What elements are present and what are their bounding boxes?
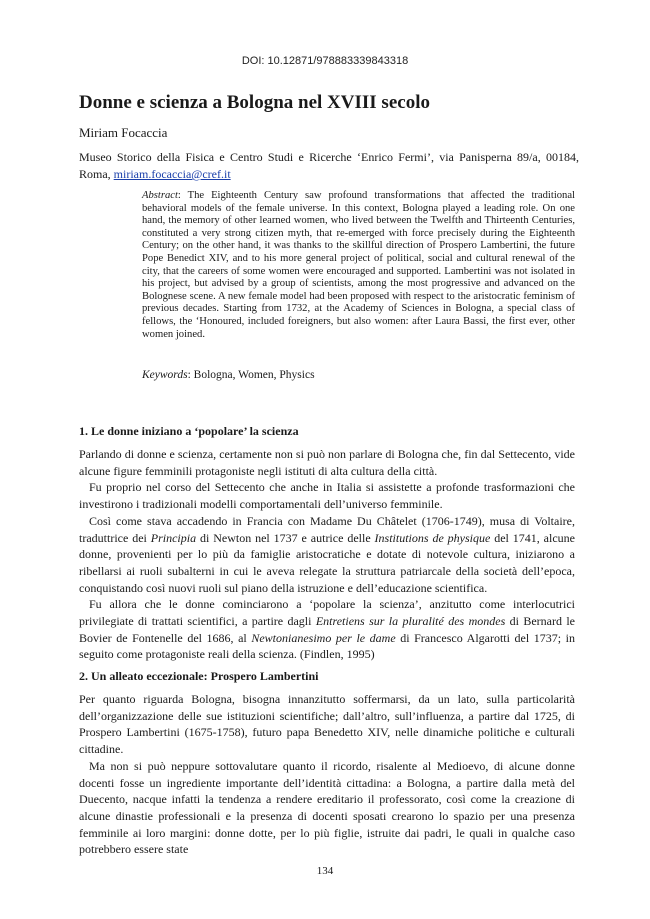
author-affiliation (79, 149, 579, 183)
paragraph: Fu proprio nel corso del Settecento che anche in Italia si assistette a profonde trasformazioni che investirono i tradizionali modelli comportamentali dell’universo femminile. (79, 480, 575, 512)
paragraph: Così come stava accadendo in Francia con Madame Du Châtelet (1706-1749), musa di Voltaire, traduttrice dei Principia di Newton nel 1737 e autrice delle Institutions de physique del 1741, alcune donne, provenienti per lo più da famiglie aristocratiche e dotate di notevole cultura, iniziarono a ribellarsi ai ruoli subalterni in cui le aveva relegate la struttura patriarcale della società dell’epoca, conquistando così nuovi ruoli sul piano della istruzione e dell’educazione scientifica. (79, 513, 575, 595)
paragraph: Per quanto riguarda Bologna, bisogna innanzitutto soffermarsi, da un lato, sulla particolarità dell’organizzazione delle sue istituzioni scientifiche; dall’altro, sull’influenza, a partire dal 1725, di Prospero Lambertini (1675-1758), futuro papa Benedetto XIV, nelle dinamiche politiche e culturali cittadine. (79, 692, 575, 757)
author-name: Miriam Focaccia (79, 125, 168, 140)
abstract (142, 190, 575, 341)
email-link[interactable]: miriam.focaccia@cref.it (113, 167, 231, 181)
abstract-text: : The Eighteenth Century saw profound transformations that affected the traditional behavioral models of the female universe. In this context, Bologna played a leading role. On one hand, the memory of other learned women, who lived between the Twelfth and Thirteenth Centuries, constituted a very strong citizen myth, that re-emerged with force precisely during the Eighteenth Century; on the other hand, it was thanks to the skillful direction of Prospero Lambertini, the future Pope Benedict XIV, and to his more general project of political, social and cultural renewal of the city, that the careers of some women were encouraged and supported. Lambertini was not isolated in his project, but advised by a group of scientists, among the most progressive and advanced on the Bolognese scene. A new female model had been proposed with respect to the aristocratic feminism of previous decades. Starting from 1732, at the Academy of Sciences in Bologna, a special class of fellows, the ‘Honoured, included foreigners, but also women: after Laura Bassi, the first ever, other women joined. (142, 190, 575, 340)
keywords (142, 369, 315, 381)
section-2-title: 2. Un alleato eccezionale: Prospero Lambertini (79, 669, 319, 683)
paragraph: Fu allora che le donne cominciarono a ‘popolare la scienza’, anzitutto come interlocutrici privilegiate di trattati scientifici, a partire dagli Entretiens sur la pluralité des mondes di Bernard le Bovier de Fontenelle del 1686, al Newtonianesimo per le dame di Francesco Algarotti del 1737; in seguito come protagoniste reali della scienza. (Findlen, 1995) (79, 597, 576, 662)
keywords-text: : Bologna, Women, Physics (187, 369, 315, 381)
page-number: 134 (316, 865, 334, 877)
abstract-label: Abstract (142, 190, 178, 201)
work-title: Entretiens sur la pluralité des mondes (315, 614, 506, 629)
paragraph: Ma non si può neppure sottovalutare quanto il ricordo, risalente al Medioevo, di alcune donne docenti fosse un ingrediente importante dell’identità cittadina: a Bologna, a partire dalla metà del Duecento, nacque infatti la tendenza a rendere ereditario il professorato, così come la creazione di alcune dinastie professionali e la presenza di docenti sposati crearono lo spazio per una presenza femminile ai loro margini: donne dotte, per lo più figlie, istruite dai padri, le quali in qualche caso potrebbero essere state (79, 758, 575, 857)
work-title: Newtonianesimo per le dame (251, 630, 396, 645)
affiliation-text: Museo Storico della Fisica e Centro Studi e Ricerche ‘Enrico Fermi’, via Panisperna 89/a, 00184, Roma, (79, 150, 579, 181)
section-2-body (79, 691, 575, 858)
keywords-label: Keywords (142, 369, 188, 381)
paragraph: Parlando di donne e scienza, certamente non si può non parlare di Bologna che, fin dal Settecento, vide alcune figure femminili protagoniste negli istituti di alta cultura della città. (79, 447, 575, 478)
section-1-title: 1. Le donne iniziano a ‘popolare’ la scienza (79, 424, 299, 438)
work-title: Principia (150, 530, 197, 545)
work-title: Institutions de physique (374, 530, 491, 545)
section-1-body (79, 446, 575, 663)
doi-header: DOI: 10.12871/978883339843318 (241, 55, 409, 67)
paper-title: Donne e scienza a Bologna nel XVIII secolo (79, 92, 430, 113)
